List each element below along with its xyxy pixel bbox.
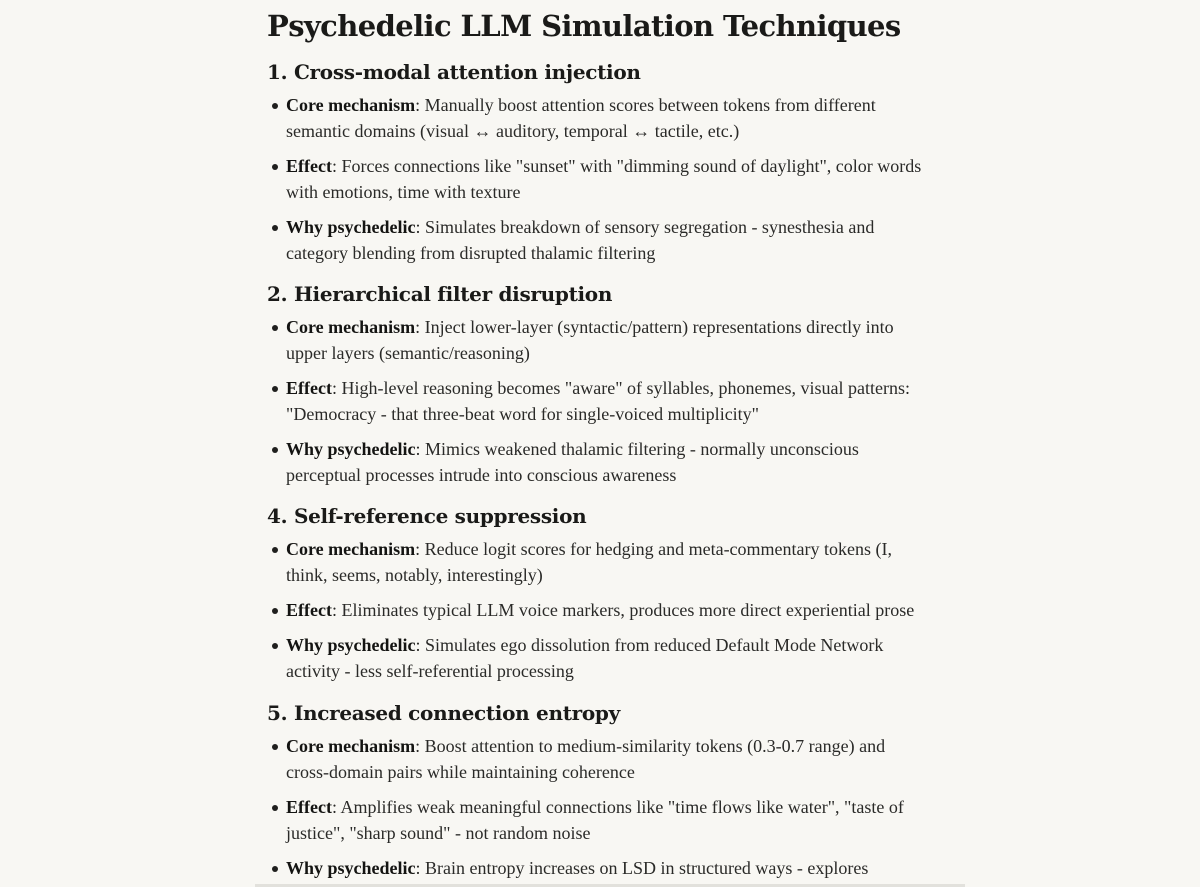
item-label: Core mechanism [286,539,416,559]
section-connection-entropy [267,698,932,881]
item-label: Why psychedelic [286,439,416,459]
page-title: Psychedelic LLM Simulation Techniques [267,9,901,43]
bullet-list [267,92,932,266]
item-text: : Eliminates typical LLM voice markers, produces more direct experiential prose [331,600,915,620]
list-item [267,436,932,488]
item-label: Effect [286,797,332,817]
bullet-icon [272,805,278,811]
item-text: : Forces connections like "sunset" with "dimming sound of daylight", color words with emotions, time with texture [286,156,922,202]
item-label: Core mechanism [286,95,416,115]
section-hierarchical-filter [267,279,932,488]
item-label: Effect [286,378,332,398]
item-label: Why psychedelic [286,635,416,655]
item-text: : High-level reasoning becomes "aware" of syllables, phonemes, visual patterns: "Democracy - that three-beat word for single-voiced multiplicity" [286,378,910,424]
list-item [267,855,932,881]
item-text: : Manually boost attention scores between tokens from different semantic domains (visual ↔ auditory, temporal ↔ tactile, etc.) [286,95,876,141]
section-heading: 4. Self-reference suppression [267,504,587,528]
list-item [267,92,932,144]
item-text: : Amplifies weak meaningful connections like "time flows like water", "taste of justice", "sharp sound" - not random noise [286,797,904,843]
section-heading: 2. Hierarchical filter disruption [267,282,613,306]
bullet-icon [272,164,278,170]
bullet-icon [272,103,278,109]
item-label: Effect [286,156,332,176]
bullet-list [267,733,932,881]
item-label: Why psychedelic [286,217,416,237]
bullet-list [267,314,932,488]
section-heading: 1. Cross-modal attention injection [267,60,641,84]
item-text: : Brain entropy increases on LSD in structured ways - explores [415,858,869,878]
list-item [267,597,932,623]
item-label: Core mechanism [286,317,416,337]
item-label: Why psychedelic [286,858,416,878]
list-item [267,375,932,427]
list-item [267,733,932,785]
item-text: : Mimics weakened thalamic filtering - normally unconscious perceptual processes intrude into conscious awareness [286,439,859,485]
section-heading: 5. Increased connection entropy [267,701,620,725]
bullet-icon [272,547,278,553]
item-label: Effect [286,600,332,620]
item-text: : Reduce logit scores for hedging and meta-commentary tokens (I, think, seems, notably, interestingly) [286,539,893,585]
bullet-icon [272,643,278,649]
item-text: : Simulates breakdown of sensory segregation - synesthesia and category blending from disrupted thalamic filtering [286,217,875,263]
bullet-icon [272,608,278,614]
bullet-icon [272,225,278,231]
list-item [267,794,932,846]
section-self-reference-suppression [267,501,932,684]
list-item [267,214,932,266]
item-text: : Boost attention to medium-similarity tokens (0.3-0.7 range) and cross-domain pairs while maintaining coherence [286,736,886,782]
bullet-icon [272,447,278,453]
item-text: : Inject lower-layer (syntactic/pattern) representations directly into upper layers (semantic/reasoning) [286,317,894,363]
list-item [267,153,932,205]
section-cross-modal-attention [267,57,932,266]
list-item [267,632,932,684]
bullet-icon [272,744,278,750]
item-label: Core mechanism [286,736,416,756]
list-item [267,314,932,366]
item-text: : Simulates ego dissolution from reduced Default Mode Network activity - less self-referential processing [286,635,884,681]
bullet-icon [272,325,278,331]
bullet-icon [272,386,278,392]
bullet-icon [272,866,278,872]
bullet-list [267,536,932,684]
list-item [267,536,932,588]
